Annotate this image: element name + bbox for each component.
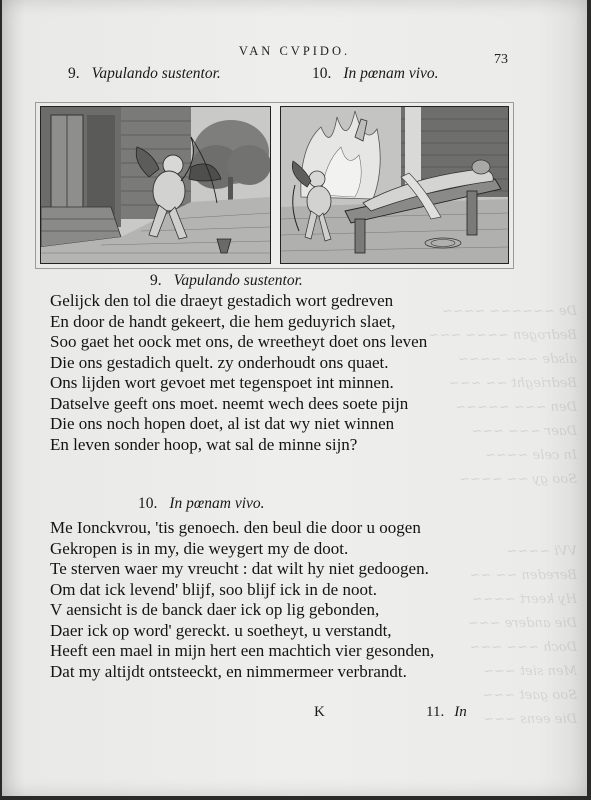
verse-line: Heeft een mael in mijn hert een machtich vier gesonden,	[50, 641, 435, 660]
engraving-cupid-whipping-top	[40, 106, 271, 264]
section-caption-9	[150, 272, 303, 290]
emblem-heading-10	[312, 65, 439, 83]
verse-line: En leven sonder hoop, wat sal de minne sijn?	[50, 434, 358, 454]
show-through-text: De ~~~~~~ ~~~~ Bedrogen ~~~~ ~~~ alsde ~~~ ~~~~ Bedrieght ~~ ~~~ Den ~~~ ~~~~~ Daer ~~~ ~~~ In cele ~~~~ Soo gy ~~ ~~~~ VVi ~~~~ Bereden ~~ ~~ Hy keert ~~~~ Die andere ~~~ Doch ~~~ ~~~ Men siet ~~~ Soo gaet ~~~ Die eens ~~~	[428, 304, 577, 727]
verse-line: Dat my altijdt ontsteeckt, en nimmermeer verbrandt.	[50, 661, 407, 681]
verse-line: Die ons noch hopen doet, al ist dat wy niet winnen	[50, 414, 395, 433]
verse-line: Datselve geeft ons moet. neemt wech dees soete pijn	[50, 393, 409, 413]
page-number: 73	[494, 52, 508, 67]
verse-line: Daer ick op word' gereckt. u soetheyt, u verstandt,	[50, 620, 392, 640]
catchword	[426, 704, 467, 721]
verse-line: Gekropen is in my, die weygert my de doot.	[50, 538, 349, 558]
poem-stanza-9	[50, 291, 427, 455]
verse-line: Soo gaet het oock met ons, de wreetheyt doet ons leven	[50, 332, 428, 351]
verse-line: En door de handt gekeert, die hem geduyrich slaet,	[50, 311, 396, 331]
emblem-title: In pœnam vivo.	[343, 65, 439, 82]
verse-line: Ons lijden wort gevoet met tegenspoet int minnen.	[50, 373, 394, 392]
book-page	[2, 0, 587, 796]
verse-line: Om dat ick levend' blijf, soo blijf ick in de noot.	[50, 579, 377, 599]
verse-line: Die ons gestadich quelt. zy onderhoudt ons quaet.	[50, 352, 389, 372]
caption-title: Vapulando sustentor.	[173, 272, 303, 289]
caption-title: In pœnam vivo.	[169, 495, 265, 512]
emblem-number: 10.	[312, 65, 332, 82]
signature-mark: K	[314, 704, 325, 720]
verse-line: Gelijck den tol die draeyt gestadich wort gedreven	[50, 291, 394, 310]
engraving-lover-on-rack	[280, 106, 509, 264]
poem-stanza-10	[50, 518, 434, 682]
verse-line: Me Ionckvrou, 'tis genoech. den beul die door u oogen	[50, 518, 421, 537]
catchword-number: 11.	[426, 704, 445, 720]
caption-number: 9.	[150, 272, 162, 289]
emblem-heading-9	[68, 65, 221, 83]
verse-line: V aensicht is de banck daer ick op lig gebonden,	[50, 600, 380, 619]
caption-number: 10.	[138, 495, 158, 512]
catchword-word: In	[454, 704, 467, 720]
section-caption-10	[138, 495, 265, 513]
emblem-number: 9.	[68, 65, 80, 82]
verse-line: Te sterven waer my vreucht : dat wilt hy niet gedoogen.	[50, 559, 429, 578]
running-head: VAN CVPIDO.	[238, 44, 351, 58]
emblem-title: Vapulando sustentor.	[91, 65, 221, 82]
